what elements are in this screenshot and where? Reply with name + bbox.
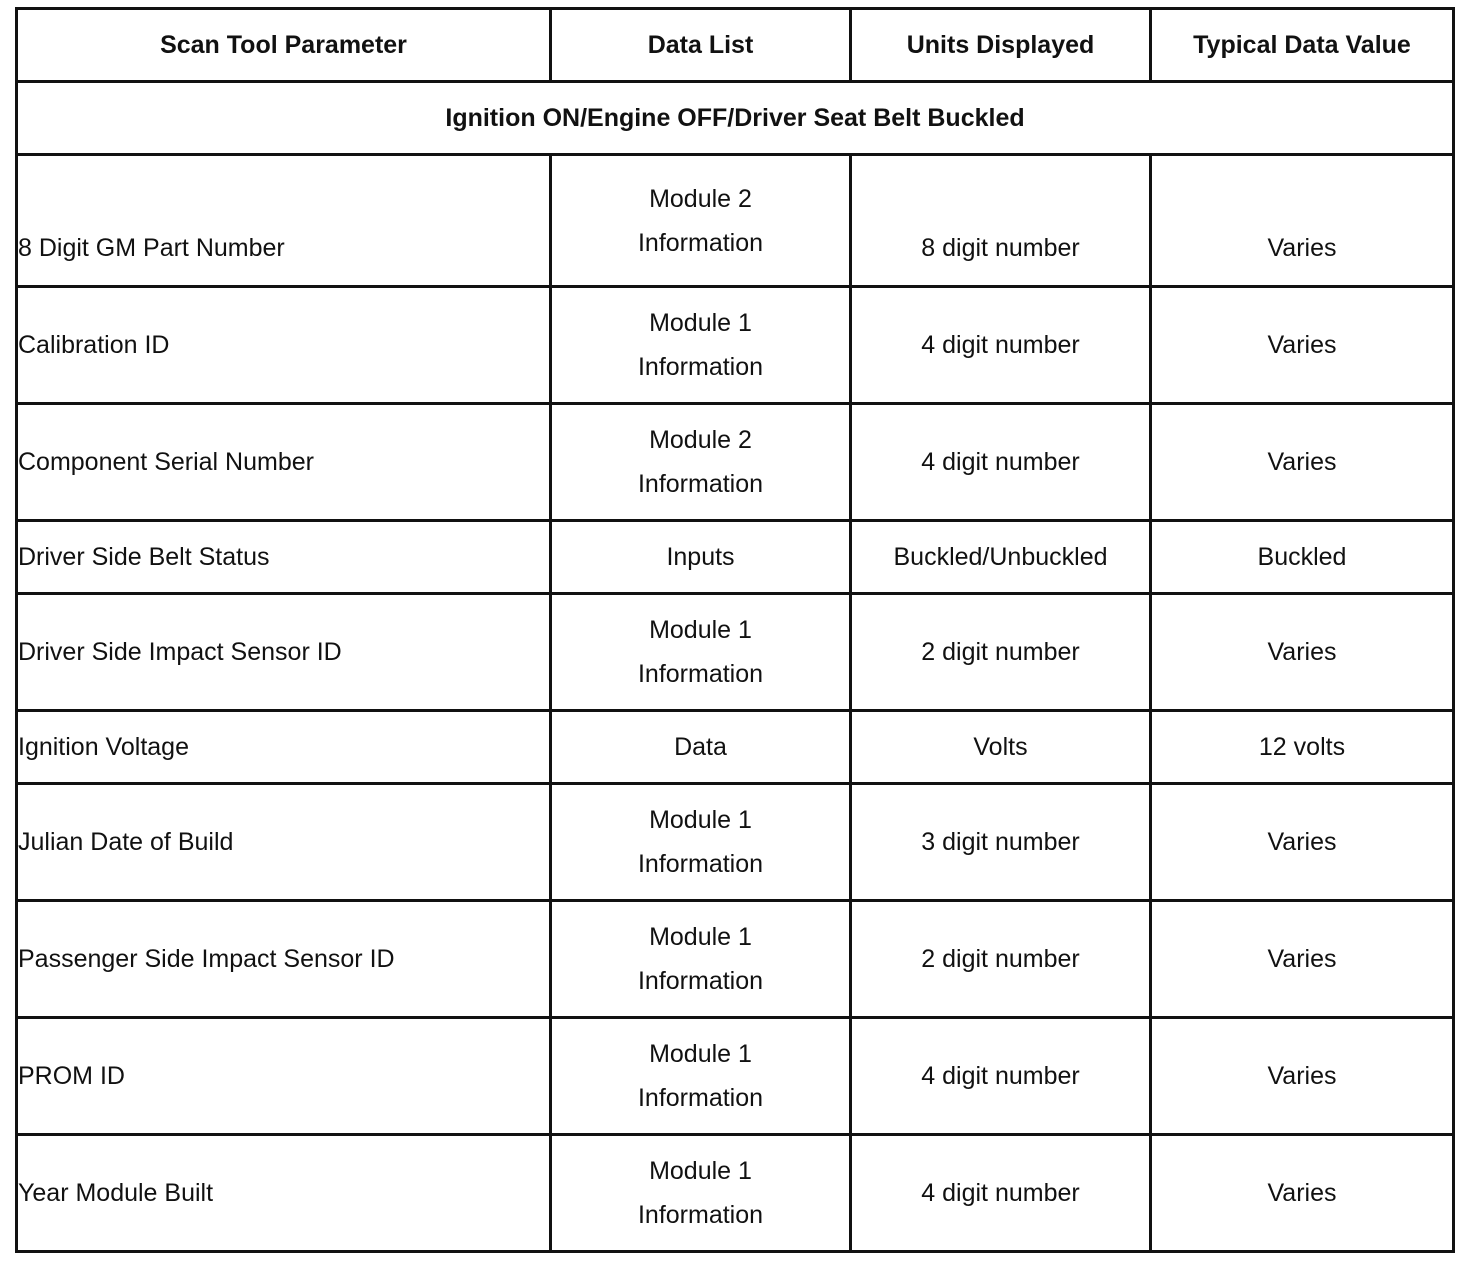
data-list-line-2: Information [637, 660, 764, 688]
cell-parameter: PROM ID [17, 1018, 551, 1135]
data-list-line-1: Module 1 [649, 1157, 752, 1185]
cell-parameter: Driver Side Impact Sensor ID [17, 594, 551, 711]
cell-data-list: Data [551, 711, 851, 784]
table-row [17, 287, 1454, 404]
header-row [17, 9, 1454, 82]
data-list-line-2: Information [637, 353, 764, 381]
data-list-line-2: Information [637, 228, 764, 257]
cell-typical-value: Varies [1151, 1135, 1454, 1252]
cell-parameter: Year Module Built [17, 1135, 551, 1252]
cell-units: 2 digit number [851, 594, 1151, 711]
table-row [17, 784, 1454, 901]
cell-data-list [551, 1135, 851, 1252]
data-list-line-1: Module 1 [649, 1040, 752, 1068]
table-row [17, 711, 1454, 784]
header-typical-data-value: Typical Data Value [1151, 9, 1454, 82]
cell-data-list [551, 287, 851, 404]
data-list-line-2: Information [637, 1084, 764, 1112]
cell-typical-value: Buckled [1151, 521, 1454, 594]
cell-typical-value: Varies [1151, 287, 1454, 404]
scan-tool-data-table [15, 7, 1455, 1253]
cell-data-list [551, 784, 851, 901]
cell-typical-value: Varies [1151, 594, 1454, 711]
header-units-displayed: Units Displayed [851, 9, 1151, 82]
data-list-line-1: Module 1 [649, 923, 752, 951]
data-list-line-2: Information [637, 850, 764, 878]
data-list-line-2: Information [637, 967, 764, 995]
cell-data-list [551, 155, 851, 287]
cell-units: 3 digit number [851, 784, 1151, 901]
cell-units: 4 digit number [851, 287, 1151, 404]
cell-units: Volts [851, 711, 1151, 784]
cell-data-list [551, 1018, 851, 1135]
data-list-line-1: Module 1 [649, 309, 752, 337]
cell-units: 4 digit number [851, 1135, 1151, 1252]
cell-typical-value: 12 volts [1151, 711, 1454, 784]
table-row [17, 155, 1454, 287]
cell-data-list [551, 594, 851, 711]
data-list-line-1: Module 1 [649, 806, 752, 834]
table-row [17, 594, 1454, 711]
cell-parameter: Component Serial Number [17, 404, 551, 521]
cell-parameter: Calibration ID [17, 287, 551, 404]
cell-typical-value: Varies [1151, 155, 1454, 287]
section-title: Ignition ON/Engine OFF/Driver Seat Belt Buckled [17, 82, 1454, 155]
header-scan-tool-parameter: Scan Tool Parameter [17, 9, 551, 82]
table-row [17, 404, 1454, 521]
cell-units: 2 digit number [851, 901, 1151, 1018]
cell-typical-value: Varies [1151, 784, 1454, 901]
cell-data-list [551, 404, 851, 521]
cell-typical-value: Varies [1151, 1018, 1454, 1135]
data-list-line-2: Information [637, 1201, 764, 1229]
table-row [17, 1018, 1454, 1135]
section-row [17, 82, 1454, 155]
cell-parameter: 8 Digit GM Part Number [17, 155, 551, 287]
data-list-line-1: Module 2 [649, 184, 752, 213]
table-row [17, 1135, 1454, 1252]
cell-units: 8 digit number [851, 155, 1151, 287]
cell-data-list [551, 901, 851, 1018]
data-list-line-1: Module 2 [649, 426, 752, 454]
table-row [17, 901, 1454, 1018]
cell-parameter: Julian Date of Build [17, 784, 551, 901]
cell-parameter: Passenger Side Impact Sensor ID [17, 901, 551, 1018]
cell-units: Buckled/Unbuckled [851, 521, 1151, 594]
cell-units: 4 digit number [851, 404, 1151, 521]
cell-data-list: Inputs [551, 521, 851, 594]
table-row [17, 521, 1454, 594]
data-list-line-1: Module 1 [649, 616, 752, 644]
header-data-list: Data List [551, 9, 851, 82]
cell-parameter: Driver Side Belt Status [17, 521, 551, 594]
cell-units: 4 digit number [851, 1018, 1151, 1135]
cell-typical-value: Varies [1151, 404, 1454, 521]
cell-parameter: Ignition Voltage [17, 711, 551, 784]
data-list-line-2: Information [637, 470, 764, 498]
cell-typical-value: Varies [1151, 901, 1454, 1018]
